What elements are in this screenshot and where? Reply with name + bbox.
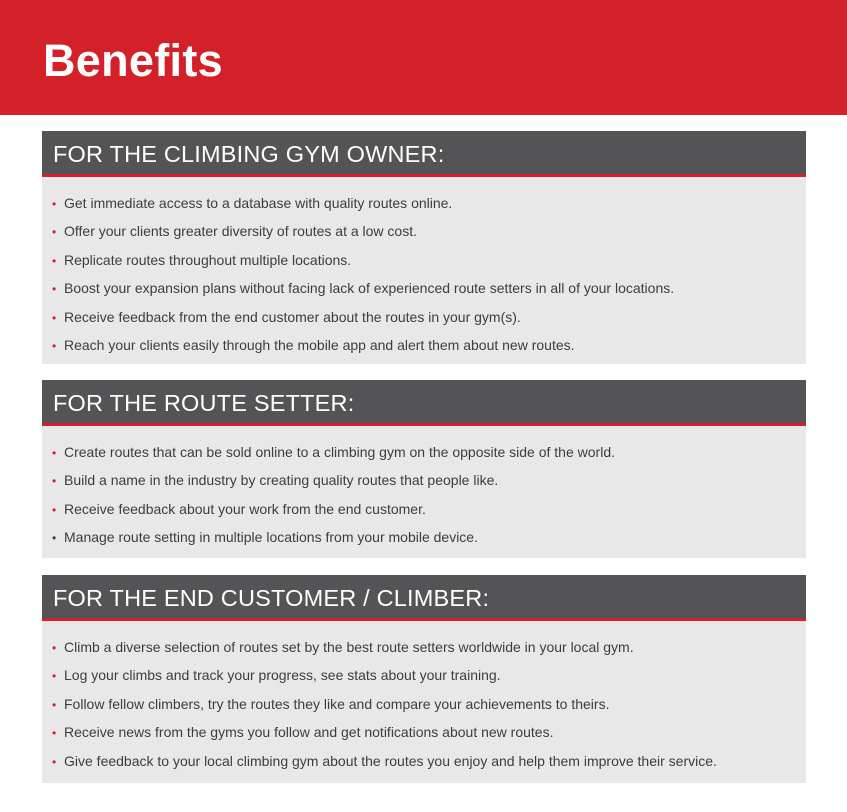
bullet-icon: •: [52, 197, 57, 211]
benefit-list: [42, 177, 806, 359]
list-item-text: Receive feedback about your work from the end customer.: [64, 500, 426, 517]
bullet-icon: •: [52, 531, 57, 546]
list-item-text: Manage route setting in multiple locations from your mobile device.: [64, 529, 478, 546]
list-item-text: Replicate routes throughout multiple locations.: [64, 251, 352, 268]
list-item-text: Reach your clients easily through the mobile app and alert them about new routes.: [64, 336, 575, 353]
bullet-icon: •: [52, 310, 57, 325]
list-item-text: Build a name in the industry by creating quality routes that people like.: [64, 472, 499, 489]
bullet-icon: •: [52, 502, 57, 517]
bullet-icon: •: [52, 726, 57, 741]
list-item-text: Get immediate access to a database with quality routes online.: [64, 195, 453, 211]
list-item-text: Boost your expansion plans without facing lack of experienced route setters in all of your locations.: [64, 280, 675, 297]
list-item: [42, 747, 806, 775]
benefit-list: [42, 426, 806, 552]
list-item: [42, 438, 806, 466]
section-route-setter: [42, 380, 806, 558]
list-item-text: Climb a diverse selection of routes set by the best route setters worldwide in your local gym.: [64, 639, 634, 655]
list-item-text: Give feedback to your local climbing gym about the routes you enjoy and help them improve their service.: [64, 752, 717, 769]
bullet-icon: •: [52, 338, 57, 353]
list-item-text: Create routes that can be sold online to a climbing gym on the opposite side of the world.: [64, 444, 615, 460]
page-title: Benefits: [43, 35, 223, 86]
list-item: [42, 189, 806, 217]
section-header: [42, 131, 806, 177]
bullet-icon: •: [52, 474, 57, 489]
list-item-text: Receive feedback from the end customer about the routes in your gym(s).: [64, 308, 521, 325]
list-item: [42, 661, 806, 689]
bullet-icon: •: [52, 641, 57, 655]
list-item-text: Receive news from the gyms you follow and get notifications about new routes.: [64, 724, 554, 741]
list-item: [42, 718, 806, 746]
bullet-icon: •: [52, 754, 57, 769]
list-item: [42, 495, 806, 523]
bullet-icon: •: [52, 282, 57, 297]
list-item: [42, 331, 806, 359]
list-item: [42, 246, 806, 274]
list-item: [42, 303, 806, 331]
list-item: [42, 523, 806, 551]
bullet-icon: •: [52, 669, 57, 684]
list-item-text: Offer your clients greater diversity of routes at a low cost.: [64, 223, 418, 240]
list-item: [42, 274, 806, 302]
bullet-icon: •: [52, 446, 57, 460]
title-banner: [0, 0, 847, 115]
section-heading: FOR THE ROUTE SETTER:: [53, 390, 355, 416]
benefit-list: [42, 621, 806, 775]
section-header: [42, 380, 806, 426]
section-header: [42, 575, 806, 621]
list-item: [42, 466, 806, 494]
section-heading: FOR THE CLIMBING GYM OWNER:: [53, 141, 445, 167]
section-end-customer: [42, 575, 806, 783]
list-item: [42, 690, 806, 718]
list-item: [42, 633, 806, 661]
bullet-icon: •: [52, 253, 57, 268]
section-gym-owner: [42, 131, 806, 364]
list-item-text: Log your climbs and track your progress, see stats about your training.: [64, 667, 501, 684]
bullet-icon: •: [52, 225, 57, 240]
bullet-icon: •: [52, 697, 57, 712]
section-heading: FOR THE END CUSTOMER / CLIMBER:: [53, 585, 490, 611]
list-item: [42, 217, 806, 245]
list-item-text: Follow fellow climbers, try the routes they like and compare your achievements to theirs.: [64, 695, 610, 712]
